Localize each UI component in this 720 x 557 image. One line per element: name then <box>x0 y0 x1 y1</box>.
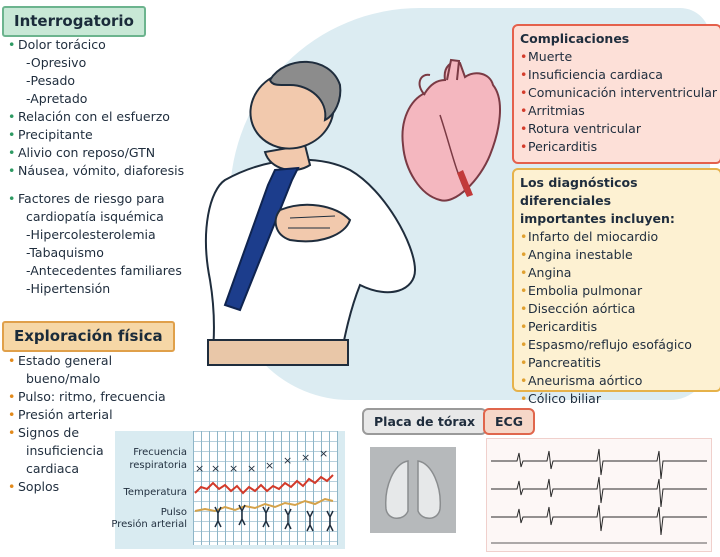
svg-text:×: × <box>283 454 293 467</box>
list-item: • Angina inestable <box>520 246 712 264</box>
list-item: • Disección aórtica <box>520 300 712 318</box>
list-item: bueno/malo <box>26 371 101 386</box>
interrogatorio-list <box>8 36 184 298</box>
complicaciones-list <box>520 48 718 156</box>
list-item: • Pericarditis <box>520 138 712 156</box>
list-item: • Rotura ventricular <box>520 120 712 138</box>
risk-factor-item: cardiopatía isquémica <box>26 209 164 224</box>
placa-torax-label: Placa de tórax <box>362 408 487 435</box>
chart-traces <box>193 431 338 545</box>
list-item: insuficiencia <box>26 443 104 458</box>
risk-factor-item: -Hipertensión <box>26 281 111 296</box>
svg-text:×: × <box>195 462 205 475</box>
list-item: • Presión arterial <box>8 406 166 424</box>
list-item: • Pancreatitis <box>520 354 712 372</box>
svg-text:×: × <box>301 451 311 464</box>
diagnosticos-list <box>520 228 712 408</box>
label-temperatura: Temperatura <box>123 487 187 498</box>
diagnosticos-title-1: Los diagnósticos diferenciales <box>520 175 638 208</box>
complicaciones-box <box>512 24 720 164</box>
interrogatorio-header: Interrogatorio <box>2 6 146 37</box>
risk-factor-item: -Antecedentes familiares <box>26 263 182 278</box>
label-frecuencia: Frecuencia <box>133 447 187 458</box>
list-item: -Opresivo <box>26 55 87 70</box>
list-item: • Infarto del miocardio <box>520 228 712 246</box>
list-item: • Náusea, vómito, diaforesis <box>8 162 184 180</box>
heart-illustration <box>385 55 515 215</box>
risk-factor-item: -Tabaquismo <box>26 245 104 260</box>
diagnosticos-box <box>512 168 720 406</box>
risk-factor-item: • Factores de riesgo para <box>8 190 184 208</box>
chest-xray-image <box>370 447 456 533</box>
list-item: cardiaca <box>26 461 80 476</box>
list-item: • Espasmo/reflujo esofágico <box>520 336 712 354</box>
label-pulso: Pulso <box>160 507 187 518</box>
diagnosticos-title-2: importantes incluyen: <box>520 211 675 226</box>
list-item: • Angina <box>520 264 712 282</box>
complicaciones-title: Complicaciones <box>520 31 630 46</box>
list-item: -Pesado <box>26 73 76 88</box>
list-item: • Comunicación interventricular <box>520 84 712 102</box>
temperature-line <box>195 475 333 493</box>
list-item: • Insuficiencia cardiaca <box>520 66 712 84</box>
ecg-label: ECG <box>483 408 535 435</box>
list-item: • Aneurisma aórtico <box>520 372 712 390</box>
list-item: • Signos de <box>8 424 166 442</box>
risk-factor-item: -Hipercolesterolemia <box>26 227 156 242</box>
list-item: • Arritmias <box>520 102 712 120</box>
list-item: • Relación con el esfuerzo <box>8 108 184 126</box>
ecg-waveforms <box>487 439 711 551</box>
svg-text:×: × <box>247 462 257 475</box>
list-item: • Precipitante <box>8 126 184 144</box>
list-item: • Soplos <box>8 478 166 496</box>
exploracion-header: Exploración física <box>2 321 175 352</box>
list-item: • Estado general <box>8 352 166 370</box>
respiratory-marks <box>195 447 328 475</box>
lungs-icon <box>370 447 456 533</box>
vital-signs-chart <box>111 431 345 549</box>
svg-text:×: × <box>211 462 221 475</box>
list-item: -Apretado <box>26 91 88 106</box>
svg-text:×: × <box>319 447 329 460</box>
list-item: • Muerte <box>520 48 712 66</box>
list-item: • Dolor torácico <box>8 36 184 54</box>
svg-text:×: × <box>229 462 239 475</box>
label-presion: Presión arterial <box>111 519 187 530</box>
svg-text:×: × <box>265 459 275 472</box>
list-item: • Cólico biliar <box>520 390 712 408</box>
ecg-tracing <box>486 438 712 552</box>
label-respiratoria: respiratoria <box>129 460 187 471</box>
list-item: • Alivio con reposo/GTN <box>8 144 184 162</box>
list-item: • Pulso: ritmo, frecuencia <box>8 388 166 406</box>
list-item: • Pericarditis <box>520 318 712 336</box>
list-item: • Embolia pulmonar <box>520 282 712 300</box>
